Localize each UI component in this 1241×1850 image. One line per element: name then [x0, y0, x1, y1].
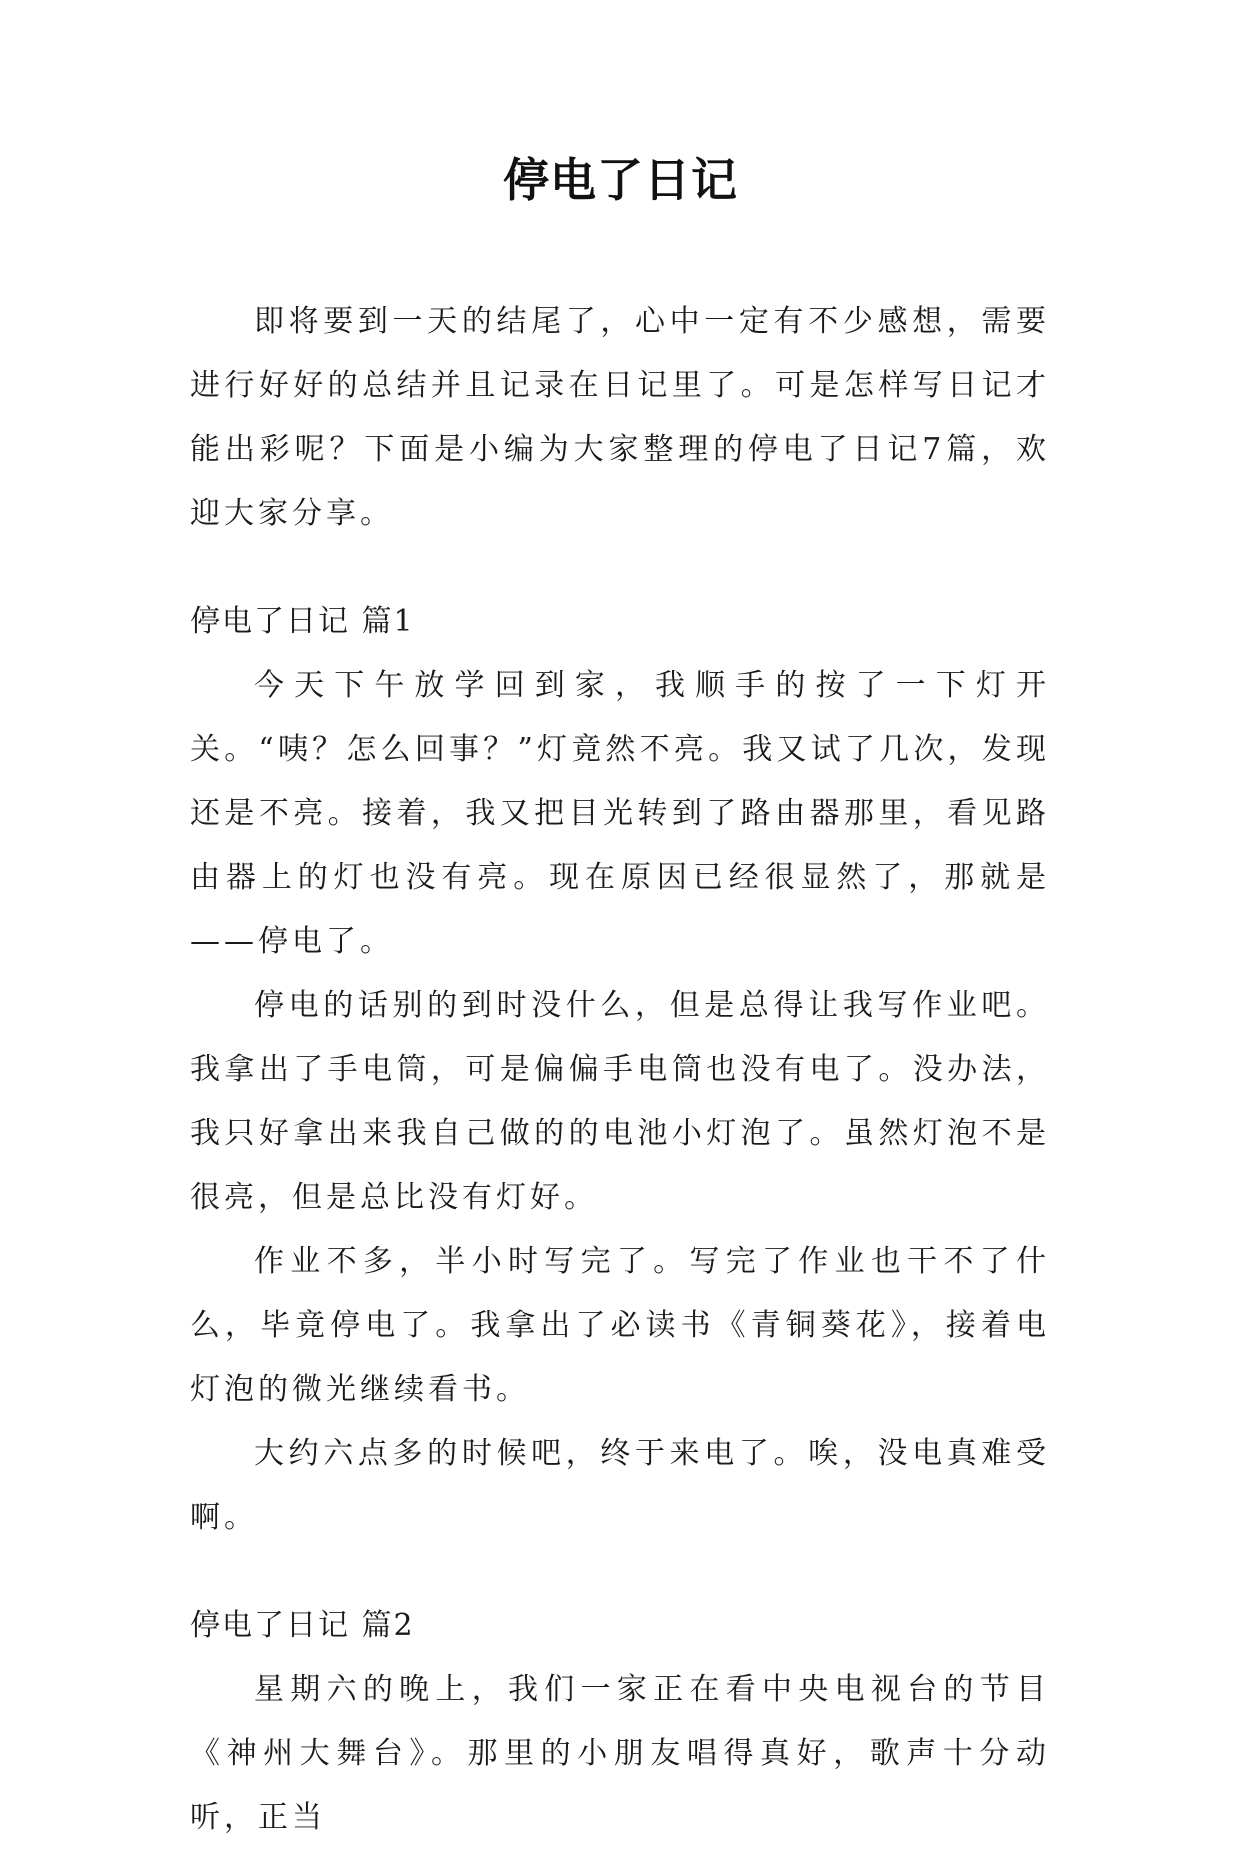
document-body	[190, 290, 1050, 1850]
body-paragraph: 大约六点多的时候吧，终于来电了。唉，没电真难受啊。	[190, 1436, 1050, 1535]
document-title: 停电了日记	[503, 153, 738, 207]
body-paragraph: 星期六的晚上，我们一家正在看中央电视台的节目《神州大舞台》。那里的小朋友唱得真好，歌声十分动听，正当	[190, 1672, 1050, 1835]
section-1	[190, 590, 1050, 1550]
section-heading: 停电了日记 篇2	[190, 1608, 415, 1643]
section-2	[190, 1594, 1050, 1850]
intro-paragraph: 即将要到一天的结尾了，心中一定有不少感想，需要进行好好的总结并且记录在日记里了。可是怎样写日记才能出彩呢？下面是小编为大家整理的停电了日记7篇，欢迎大家分享。	[190, 304, 1050, 531]
body-paragraph: 作业不多，半小时写完了。写完了作业也干不了什么，毕竟停电了。我拿出了必读书《青铜葵花》，接着电灯泡的微光继续看书。	[190, 1244, 1050, 1407]
body-paragraph: 今天下午放学回到家，我顺手的按了一下灯开关。“咦？怎么回事？”灯竟然不亮。我又试了几次，发现还是不亮。接着，我又把目光转到了路由器那里，看见路由器上的灯也没有亮。现在原因已经很显然了，那就是——停电了。	[190, 668, 1050, 959]
section-heading: 停电了日记 篇1	[190, 604, 415, 639]
body-paragraph: 停电的话别的到时没什么，但是总得让我写作业吧。我拿出了手电筒，可是偏偏手电筒也没有电了。没办法，我只好拿出来我自己做的的电池小灯泡了。虽然灯泡不是很亮，但是总比没有灯好。	[190, 988, 1050, 1215]
section-gap	[190, 1550, 1050, 1594]
